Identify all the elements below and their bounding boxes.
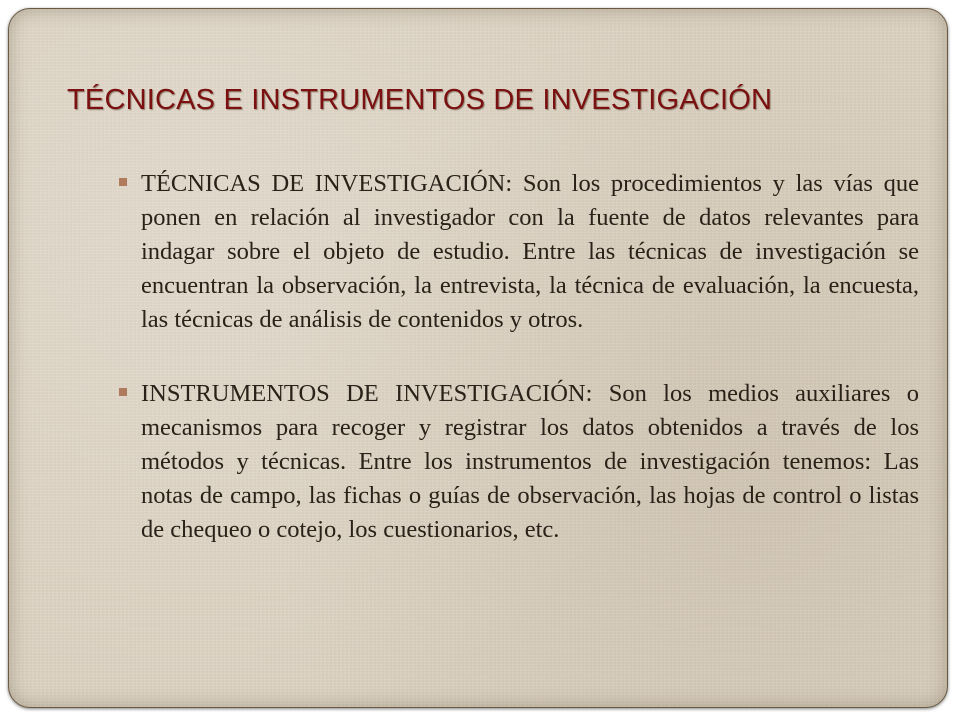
bullet-item-tecnicas [119, 167, 919, 337]
square-bullet-icon [119, 178, 127, 186]
slide [8, 8, 948, 708]
bullet-text-instrumentos: INSTRUMENTOS DE INVESTIGACIÓN: Son los medios auxiliares o mecanismos para recoger y registrar los datos obtenidos a través de los métodos y técnicas. Entre los instrumentos de investigación tenemos: Las notas de campo, las fichas o guías de observación, las hojas de control o listas de chequeo o cotejo, los cuestionarios, etc. [141, 380, 919, 543]
bullet-text-tecnicas: TÉCNICAS DE INVESTIGACIÓN: Son los procedimientos y las vías que ponen en relación al investigador con la fuente de datos relevantes para indagar sobre el objeto de estudio. Entre las técnicas de investigación se encuentran la observación, la entrevista, la técnica de evaluación, la encuesta, las técnicas de análisis de contenidos y otros. [141, 170, 919, 333]
slide-title: TÉCNICAS E INSTRUMENTOS DE INVESTIGACIÓN [67, 84, 773, 116]
bullet-item-instrumentos [119, 377, 919, 547]
bullet-list [119, 167, 919, 587]
square-bullet-icon [119, 388, 127, 396]
